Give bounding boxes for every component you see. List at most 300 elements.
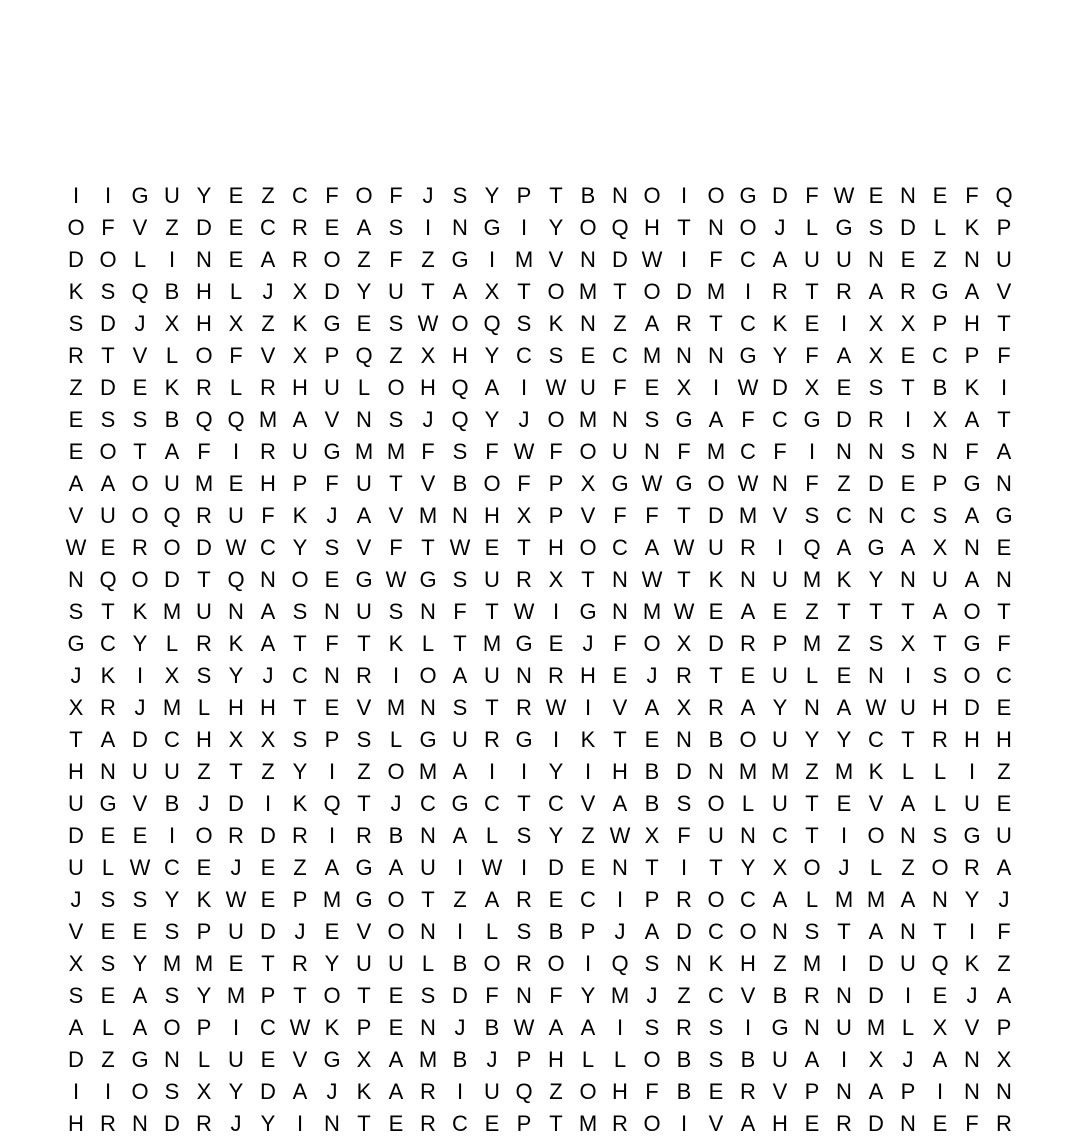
letter-cell[interactable]: N — [676, 727, 692, 752]
letter-cell[interactable]: C — [740, 439, 756, 464]
letter-cell[interactable]: Y — [484, 343, 500, 368]
letter-cell[interactable]: K — [388, 631, 404, 656]
letter-cell[interactable]: S — [868, 631, 884, 656]
letter-cell[interactable]: E — [324, 215, 340, 240]
letter-cell[interactable]: H — [548, 535, 564, 560]
letter-cell[interactable]: R — [676, 887, 692, 912]
letter-cell[interactable]: U — [484, 663, 500, 688]
letter-cell[interactable]: H — [996, 727, 1012, 752]
letter-cell[interactable]: T — [549, 1111, 563, 1136]
letter-cell[interactable]: G — [515, 631, 533, 656]
letter-cell[interactable]: G — [963, 631, 981, 656]
letter-cell[interactable]: N — [420, 919, 436, 944]
letter-cell[interactable]: D — [772, 183, 788, 208]
letter-cell[interactable]: T — [421, 887, 435, 912]
letter-cell[interactable]: A — [996, 855, 1012, 880]
letter-cell[interactable]: M — [258, 407, 278, 432]
letter-cell[interactable]: T — [357, 1111, 371, 1136]
letter-cell[interactable]: T — [421, 535, 435, 560]
letter-cell[interactable]: Q — [131, 279, 149, 304]
letter-cell[interactable]: D — [772, 375, 788, 400]
letter-cell[interactable]: P — [356, 1015, 372, 1040]
letter-cell[interactable]: A — [836, 343, 852, 368]
letter-cell[interactable]: M — [386, 695, 406, 720]
letter-cell[interactable]: N — [900, 823, 916, 848]
letter-cell[interactable]: N — [420, 823, 436, 848]
letter-cell[interactable]: S — [452, 695, 468, 720]
letter-cell[interactable]: E — [996, 695, 1012, 720]
letter-cell[interactable]: T — [293, 695, 307, 720]
letter-cell[interactable]: W — [641, 247, 663, 272]
letter-cell[interactable]: T — [517, 279, 531, 304]
letter-cell[interactable]: J — [422, 183, 434, 208]
letter-cell[interactable]: S — [516, 823, 532, 848]
letter-cell[interactable]: T — [293, 631, 307, 656]
letter-cell[interactable]: F — [805, 183, 819, 208]
letter-cell[interactable]: Z — [677, 983, 691, 1008]
letter-cell[interactable]: C — [900, 503, 916, 528]
letter-cell[interactable]: S — [100, 279, 116, 304]
letter-cell[interactable]: A — [868, 919, 884, 944]
letter-cell[interactable]: R — [228, 823, 244, 848]
letter-cell[interactable]: K — [836, 567, 852, 592]
letter-cell[interactable]: O — [643, 1047, 661, 1072]
letter-cell[interactable]: L — [805, 887, 819, 912]
letter-cell[interactable]: O — [131, 503, 149, 528]
letter-cell[interactable]: M — [802, 567, 822, 592]
letter-cell[interactable]: E — [260, 1047, 276, 1072]
letter-cell[interactable]: Y — [228, 1079, 244, 1104]
letter-cell[interactable]: S — [196, 663, 212, 688]
letter-cell[interactable]: U — [836, 247, 852, 272]
letter-cell[interactable]: O — [451, 311, 469, 336]
letter-cell[interactable]: R — [516, 951, 532, 976]
letter-cell[interactable]: J — [294, 919, 306, 944]
letter-cell[interactable]: E — [324, 695, 340, 720]
letter-cell[interactable]: X — [772, 855, 788, 880]
letter-cell[interactable]: G — [867, 535, 885, 560]
letter-cell[interactable]: F — [229, 343, 243, 368]
letter-cell[interactable]: O — [387, 887, 405, 912]
letter-cell[interactable]: Q — [803, 535, 821, 560]
letter-cell[interactable]: A — [772, 887, 788, 912]
letter-cell[interactable]: T — [997, 599, 1011, 624]
letter-cell[interactable]: A — [964, 567, 980, 592]
letter-cell[interactable]: C — [484, 791, 500, 816]
letter-cell[interactable]: H — [228, 695, 244, 720]
letter-cell[interactable]: A — [740, 695, 756, 720]
letter-cell[interactable]: A — [836, 535, 852, 560]
letter-cell[interactable]: Z — [837, 631, 851, 656]
letter-cell[interactable]: O — [483, 471, 501, 496]
letter-cell[interactable]: K — [868, 759, 884, 784]
letter-cell[interactable]: J — [966, 983, 978, 1008]
letter-cell[interactable]: H — [612, 1079, 628, 1104]
letter-cell[interactable]: Z — [773, 951, 787, 976]
letter-cell[interactable]: T — [805, 823, 819, 848]
letter-cell[interactable]: N — [676, 343, 692, 368]
letter-cell[interactable]: T — [901, 599, 915, 624]
letter-cell[interactable]: A — [388, 1047, 404, 1072]
letter-cell[interactable]: F — [549, 983, 563, 1008]
letter-cell[interactable]: K — [292, 311, 308, 336]
letter-cell[interactable]: J — [454, 1015, 466, 1040]
letter-cell[interactable]: V — [772, 1079, 788, 1104]
letter-cell[interactable]: C — [164, 727, 180, 752]
letter-cell[interactable]: T — [485, 599, 499, 624]
letter-cell[interactable]: O — [963, 663, 981, 688]
letter-cell[interactable]: K — [132, 599, 148, 624]
letter-cell[interactable]: O — [163, 535, 181, 560]
letter-cell[interactable]: Y — [292, 759, 308, 784]
letter-cell[interactable]: Z — [613, 311, 627, 336]
letter-cell[interactable]: L — [581, 1047, 595, 1072]
letter-cell[interactable]: I — [488, 247, 496, 272]
letter-cell[interactable]: Z — [933, 247, 947, 272]
letter-cell[interactable]: C — [420, 791, 436, 816]
letter-cell[interactable]: U — [228, 919, 244, 944]
letter-cell[interactable]: X — [868, 311, 884, 336]
letter-cell[interactable]: Z — [261, 311, 275, 336]
letter-cell[interactable]: N — [228, 599, 244, 624]
letter-cell[interactable]: E — [68, 439, 84, 464]
letter-cell[interactable]: L — [741, 791, 755, 816]
letter-cell[interactable]: X — [548, 567, 564, 592]
letter-cell[interactable]: N — [772, 471, 788, 496]
letter-cell[interactable]: B — [164, 791, 180, 816]
letter-cell[interactable]: S — [132, 407, 148, 432]
letter-cell[interactable]: U — [196, 599, 212, 624]
letter-cell[interactable]: T — [261, 951, 275, 976]
letter-cell[interactable]: Z — [197, 759, 211, 784]
letter-cell[interactable]: G — [131, 1047, 149, 1072]
letter-cell[interactable]: I — [232, 1015, 240, 1040]
letter-cell[interactable]: H — [644, 215, 660, 240]
letter-cell[interactable]: V — [772, 503, 788, 528]
letter-cell[interactable]: I — [104, 183, 112, 208]
letter-cell[interactable]: X — [932, 407, 948, 432]
letter-cell[interactable]: R — [740, 535, 756, 560]
letter-cell[interactable]: J — [390, 791, 402, 816]
letter-cell[interactable]: S — [292, 727, 308, 752]
letter-cell[interactable]: O — [707, 791, 725, 816]
letter-cell[interactable]: E — [644, 375, 660, 400]
letter-cell[interactable]: O — [579, 1079, 597, 1104]
letter-cell[interactable]: D — [868, 1111, 884, 1136]
letter-cell[interactable]: Q — [515, 1079, 533, 1104]
letter-cell[interactable]: W — [449, 535, 471, 560]
letter-cell[interactable]: M — [162, 951, 182, 976]
letter-cell[interactable]: E — [932, 983, 948, 1008]
letter-cell[interactable]: Y — [324, 951, 340, 976]
letter-cell[interactable]: F — [709, 247, 723, 272]
letter-cell[interactable]: T — [901, 375, 915, 400]
letter-cell[interactable]: X — [292, 343, 308, 368]
letter-cell[interactable]: S — [452, 567, 468, 592]
letter-cell[interactable]: K — [100, 663, 116, 688]
letter-cell[interactable]: D — [548, 855, 564, 880]
letter-cell[interactable]: V — [868, 791, 884, 816]
letter-cell[interactable]: O — [131, 567, 149, 592]
letter-cell[interactable]: K — [964, 215, 980, 240]
letter-cell[interactable]: R — [932, 727, 948, 752]
letter-cell[interactable]: U — [132, 759, 148, 784]
letter-cell[interactable]: R — [132, 535, 148, 560]
letter-cell[interactable]: Y — [804, 727, 820, 752]
letter-cell[interactable]: A — [452, 279, 468, 304]
letter-cell[interactable]: R — [804, 983, 820, 1008]
letter-cell[interactable]: U — [612, 439, 628, 464]
letter-cell[interactable]: Q — [195, 407, 213, 432]
letter-cell[interactable]: E — [580, 343, 596, 368]
letter-cell[interactable]: C — [932, 343, 948, 368]
letter-cell[interactable]: H — [196, 279, 212, 304]
letter-cell[interactable]: I — [456, 855, 464, 880]
letter-cell[interactable]: N — [964, 1047, 980, 1072]
letter-cell[interactable]: J — [230, 855, 242, 880]
letter-cell[interactable]: G — [323, 1047, 341, 1072]
letter-cell[interactable]: S — [100, 951, 116, 976]
letter-cell[interactable]: N — [964, 535, 980, 560]
letter-cell[interactable]: C — [996, 663, 1012, 688]
letter-cell[interactable]: Y — [548, 759, 564, 784]
letter-cell[interactable]: N — [900, 183, 916, 208]
letter-cell[interactable]: O — [483, 951, 501, 976]
letter-cell[interactable]: O — [931, 855, 949, 880]
letter-cell[interactable]: A — [68, 471, 84, 496]
letter-cell[interactable]: F — [677, 823, 691, 848]
letter-cell[interactable]: N — [932, 439, 948, 464]
letter-cell[interactable]: D — [260, 919, 276, 944]
letter-cell[interactable]: Q — [323, 791, 341, 816]
letter-cell[interactable]: B — [740, 1047, 756, 1072]
letter-cell[interactable]: U — [292, 439, 308, 464]
letter-cell[interactable]: I — [616, 887, 624, 912]
letter-cell[interactable]: N — [708, 215, 724, 240]
letter-cell[interactable]: Z — [421, 247, 435, 272]
letter-cell[interactable]: X — [868, 343, 884, 368]
letter-cell[interactable]: C — [772, 823, 788, 848]
letter-cell[interactable]: S — [292, 599, 308, 624]
letter-cell[interactable]: A — [836, 695, 852, 720]
letter-cell[interactable]: M — [706, 439, 726, 464]
letter-cell[interactable]: C — [100, 631, 116, 656]
letter-cell[interactable]: A — [644, 535, 660, 560]
letter-cell[interactable]: T — [933, 919, 947, 944]
letter-cell[interactable]: B — [932, 375, 948, 400]
letter-cell[interactable]: O — [643, 1111, 661, 1136]
letter-cell[interactable]: H — [68, 759, 84, 784]
letter-cell[interactable]: M — [322, 887, 342, 912]
letter-cell[interactable]: J — [134, 695, 146, 720]
letter-cell[interactable]: A — [644, 695, 660, 720]
letter-cell[interactable]: I — [968, 759, 976, 784]
letter-cell[interactable]: X — [676, 695, 692, 720]
letter-cell[interactable]: U — [68, 791, 84, 816]
letter-cell[interactable]: R — [516, 567, 532, 592]
letter-cell[interactable]: A — [100, 727, 116, 752]
letter-cell[interactable]: S — [388, 407, 404, 432]
letter-cell[interactable]: D — [836, 407, 852, 432]
letter-cell[interactable]: U — [68, 855, 84, 880]
letter-cell[interactable]: T — [357, 983, 371, 1008]
letter-cell[interactable]: K — [164, 375, 180, 400]
letter-cell[interactable]: F — [389, 535, 403, 560]
letter-cell[interactable]: S — [932, 663, 948, 688]
letter-cell[interactable]: S — [900, 439, 916, 464]
letter-cell[interactable]: G — [739, 343, 757, 368]
letter-cell[interactable]: N — [740, 823, 756, 848]
letter-cell[interactable]: X — [676, 375, 692, 400]
letter-cell[interactable]: N — [132, 1111, 148, 1136]
letter-cell[interactable]: H — [452, 343, 468, 368]
letter-cell[interactable]: G — [419, 567, 437, 592]
letter-cell[interactable]: N — [324, 1111, 340, 1136]
letter-cell[interactable]: A — [964, 279, 980, 304]
letter-cell[interactable]: X — [516, 503, 532, 528]
letter-cell[interactable]: O — [67, 215, 85, 240]
letter-cell[interactable]: A — [484, 887, 500, 912]
letter-cell[interactable]: G — [323, 311, 341, 336]
letter-cell[interactable]: S — [420, 983, 436, 1008]
letter-cell[interactable]: D — [708, 503, 724, 528]
letter-cell[interactable]: Z — [261, 759, 275, 784]
letter-cell[interactable]: N — [676, 951, 692, 976]
letter-cell[interactable]: I — [680, 1111, 688, 1136]
letter-cell[interactable]: N — [612, 599, 628, 624]
letter-cell[interactable]: M — [226, 983, 246, 1008]
letter-cell[interactable]: S — [516, 919, 532, 944]
letter-cell[interactable]: W — [129, 855, 151, 880]
letter-cell[interactable]: A — [452, 759, 468, 784]
letter-cell[interactable]: M — [738, 503, 758, 528]
letter-cell[interactable]: O — [387, 919, 405, 944]
letter-cell[interactable]: N — [836, 439, 852, 464]
letter-cell[interactable]: O — [739, 215, 757, 240]
letter-cell[interactable]: A — [804, 1047, 820, 1072]
letter-cell[interactable]: V — [420, 471, 436, 496]
letter-cell[interactable]: L — [805, 663, 819, 688]
letter-cell[interactable]: V — [740, 983, 756, 1008]
letter-cell[interactable]: T — [101, 343, 115, 368]
letter-cell[interactable]: J — [486, 1047, 498, 1072]
letter-cell[interactable]: I — [840, 311, 848, 336]
letter-cell[interactable]: H — [260, 471, 276, 496]
letter-cell[interactable]: F — [997, 631, 1011, 656]
letter-cell[interactable]: U — [772, 1047, 788, 1072]
letter-cell[interactable]: U — [452, 727, 468, 752]
letter-cell[interactable]: Q — [227, 407, 245, 432]
letter-cell[interactable]: K — [708, 567, 724, 592]
letter-cell[interactable]: X — [676, 631, 692, 656]
letter-cell[interactable]: G — [931, 279, 949, 304]
letter-cell[interactable]: P — [196, 919, 212, 944]
letter-cell[interactable]: B — [452, 1047, 468, 1072]
letter-cell[interactable]: E — [996, 535, 1012, 560]
letter-cell[interactable]: D — [868, 951, 884, 976]
letter-cell[interactable]: G — [771, 1015, 789, 1040]
letter-cell[interactable]: C — [740, 311, 756, 336]
letter-cell[interactable]: N — [612, 567, 628, 592]
letter-cell[interactable]: L — [421, 631, 435, 656]
letter-cell[interactable]: D — [100, 311, 116, 336]
letter-cell[interactable]: I — [936, 1079, 944, 1104]
letter-cell[interactable]: V — [324, 407, 340, 432]
letter-cell[interactable]: J — [262, 279, 274, 304]
letter-cell[interactable]: I — [744, 279, 752, 304]
letter-cell[interactable]: G — [99, 791, 117, 816]
letter-cell[interactable]: B — [164, 407, 180, 432]
letter-cell[interactable]: X — [644, 823, 660, 848]
letter-cell[interactable]: D — [68, 823, 84, 848]
letter-cell[interactable]: L — [869, 855, 883, 880]
letter-cell[interactable]: P — [932, 471, 948, 496]
letter-cell[interactable]: C — [772, 407, 788, 432]
letter-cell[interactable]: J — [646, 983, 658, 1008]
letter-cell[interactable]: B — [452, 951, 468, 976]
letter-cell[interactable]: I — [840, 951, 848, 976]
letter-cell[interactable]: U — [772, 791, 788, 816]
letter-cell[interactable]: R — [676, 1015, 692, 1040]
letter-cell[interactable]: S — [804, 919, 820, 944]
letter-cell[interactable]: G — [67, 631, 85, 656]
letter-cell[interactable]: T — [421, 279, 435, 304]
letter-cell[interactable]: D — [676, 919, 692, 944]
letter-cell[interactable]: N — [868, 439, 884, 464]
letter-cell[interactable]: E — [228, 183, 244, 208]
letter-cell[interactable]: I — [136, 663, 144, 688]
letter-cell[interactable]: N — [324, 599, 340, 624]
letter-cell[interactable]: W — [737, 375, 759, 400]
letter-cell[interactable]: C — [260, 1015, 276, 1040]
letter-cell[interactable]: F — [389, 183, 403, 208]
letter-cell[interactable]: N — [612, 855, 628, 880]
letter-cell[interactable]: F — [965, 439, 979, 464]
letter-cell[interactable]: F — [997, 343, 1011, 368]
letter-cell[interactable]: S — [356, 727, 372, 752]
letter-cell[interactable]: N — [420, 599, 436, 624]
letter-cell[interactable]: F — [517, 471, 531, 496]
letter-cell[interactable]: C — [260, 215, 276, 240]
letter-cell[interactable]: E — [900, 471, 916, 496]
letter-cell[interactable]: T — [933, 631, 947, 656]
letter-cell[interactable]: E — [708, 599, 724, 624]
letter-cell[interactable]: V — [132, 791, 148, 816]
letter-cell[interactable]: W — [225, 535, 247, 560]
letter-cell[interactable]: C — [612, 343, 628, 368]
letter-cell[interactable]: I — [424, 215, 432, 240]
letter-cell[interactable]: J — [774, 215, 786, 240]
letter-cell[interactable]: Q — [355, 343, 373, 368]
letter-cell[interactable]: B — [548, 919, 564, 944]
letter-cell[interactable]: R — [996, 1111, 1012, 1136]
letter-cell[interactable]: I — [904, 983, 912, 1008]
letter-cell[interactable]: N — [900, 567, 916, 592]
letter-cell[interactable]: W — [385, 567, 407, 592]
letter-cell[interactable]: V — [964, 1015, 980, 1040]
letter-cell[interactable]: N — [964, 1079, 980, 1104]
letter-cell[interactable]: U — [996, 823, 1012, 848]
letter-cell[interactable]: N — [900, 919, 916, 944]
letter-cell[interactable]: J — [134, 311, 146, 336]
letter-cell[interactable]: Y — [260, 1111, 276, 1136]
letter-cell[interactable]: O — [131, 1079, 149, 1104]
letter-cell[interactable]: N — [612, 183, 628, 208]
letter-cell[interactable]: L — [197, 695, 211, 720]
letter-cell[interactable]: F — [805, 471, 819, 496]
letter-cell[interactable]: B — [580, 183, 596, 208]
letter-cell[interactable]: Y — [196, 183, 212, 208]
